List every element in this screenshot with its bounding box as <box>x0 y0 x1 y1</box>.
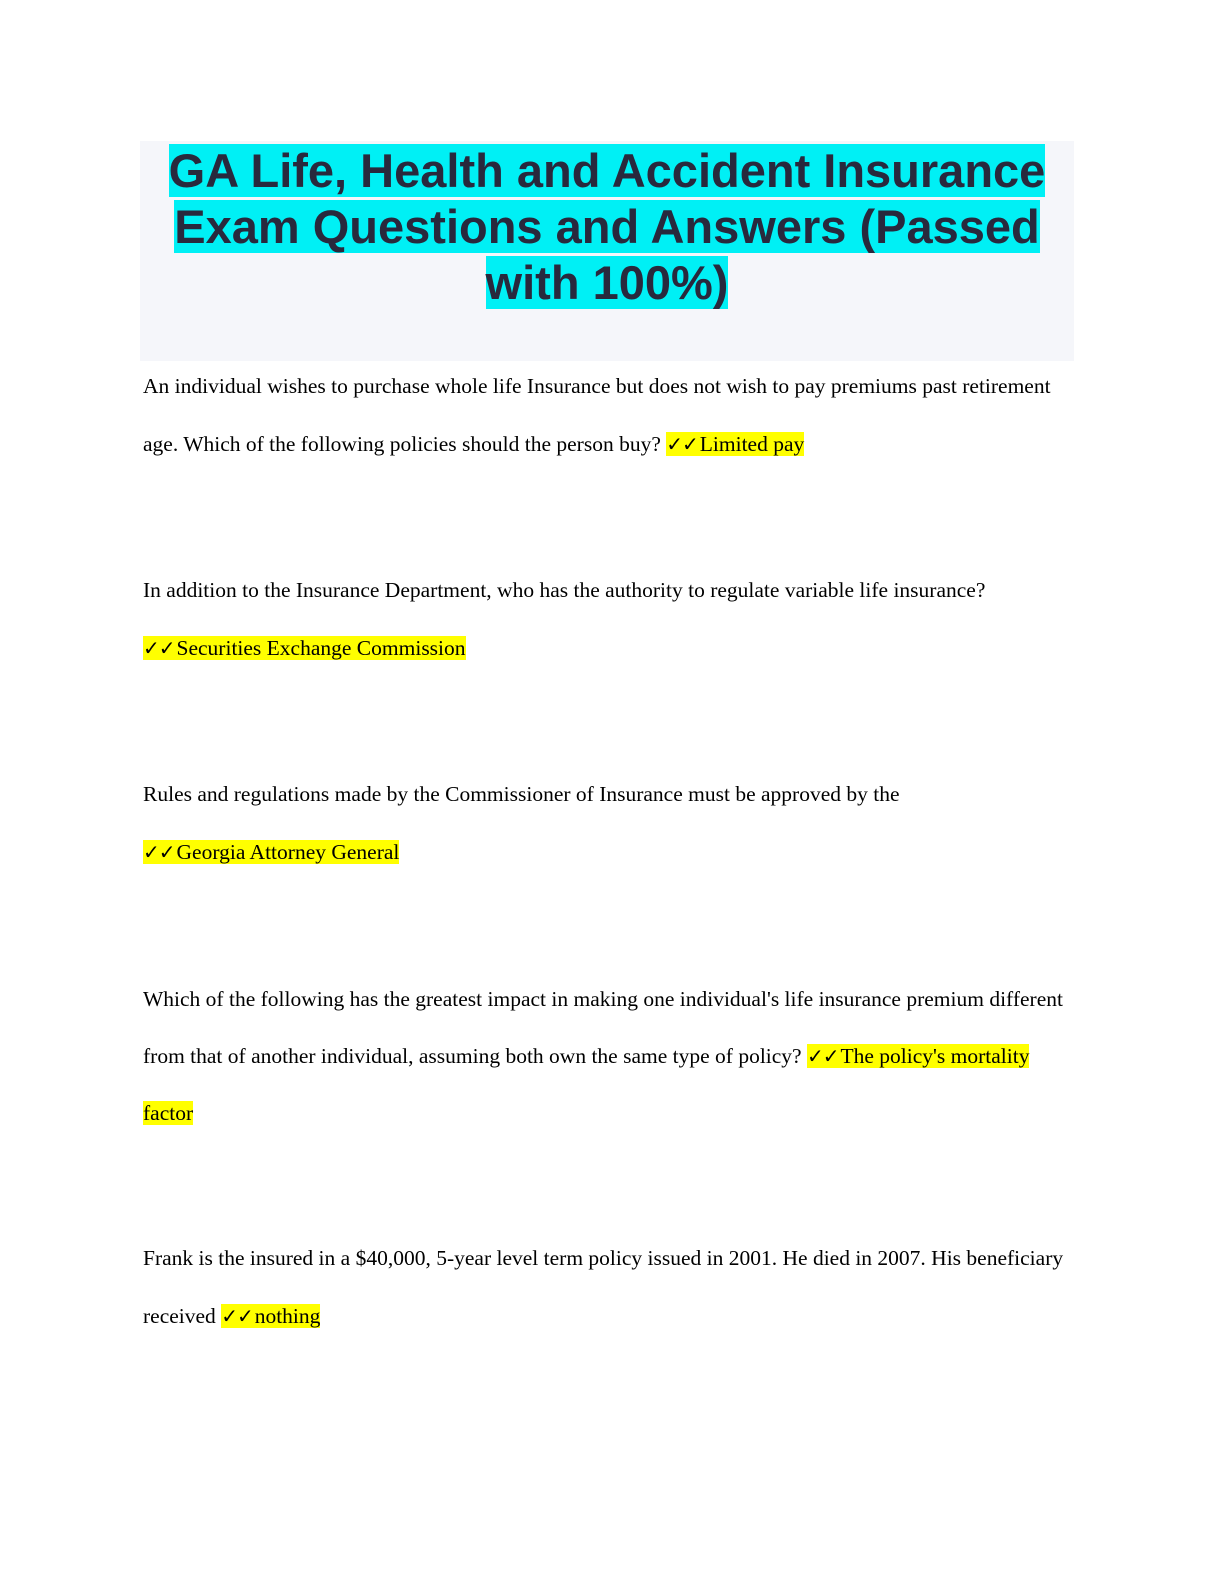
qa-item <box>143 561 1073 677</box>
double-check-icon: ✓✓ <box>143 840 175 864</box>
answer-text: Limited pay <box>699 432 805 456</box>
answer-text: Georgia Attorney General <box>176 840 400 864</box>
question-text: Frank is the insured in a $40,000, 5-year level term policy issued in 2001. He died in 2007. His beneficiary received <box>143 1246 1064 1328</box>
answer-highlight <box>666 432 804 456</box>
answer-text: The policy's mortality factor <box>143 1044 1030 1125</box>
question-text: In addition to the Insurance Department, who has the authority to regulate variable life insurance? <box>143 578 986 602</box>
qa-item <box>143 971 1073 1142</box>
double-check-icon: ✓✓ <box>806 1044 839 1068</box>
answer-text: nothing <box>254 1304 321 1328</box>
question-text: An individual wishes to purchase whole life Insurance but does not wish to pay premiums past retirement age. Which of the following policies should the person buy? <box>143 374 1051 456</box>
document-title <box>140 141 1074 311</box>
double-check-icon: ✓✓ <box>143 636 175 660</box>
answer-highlight <box>221 1304 320 1328</box>
double-check-icon: ✓✓ <box>221 1304 253 1328</box>
title-banner <box>140 141 1074 361</box>
question-text: Which of the following has the greatest impact in making one individual's life insurance premium different from that of another individual, assuming both own the same type of policy? <box>143 987 1063 1068</box>
answer-text: Securities Exchange Commission <box>176 636 466 660</box>
qa-item <box>143 765 1073 881</box>
double-check-icon: ✓✓ <box>666 432 698 456</box>
answer-highlight <box>143 636 466 660</box>
qa-item <box>143 357 1073 473</box>
answer-highlight <box>143 840 399 864</box>
question-text: Rules and regulations made by the Commissioner of Insurance must be approved by the <box>143 782 900 806</box>
document-title-text: GA Life, Health and Accident Insurance Exam Questions and Answers (Passed with 100%) <box>168 144 1046 309</box>
qa-item <box>143 1229 1073 1345</box>
